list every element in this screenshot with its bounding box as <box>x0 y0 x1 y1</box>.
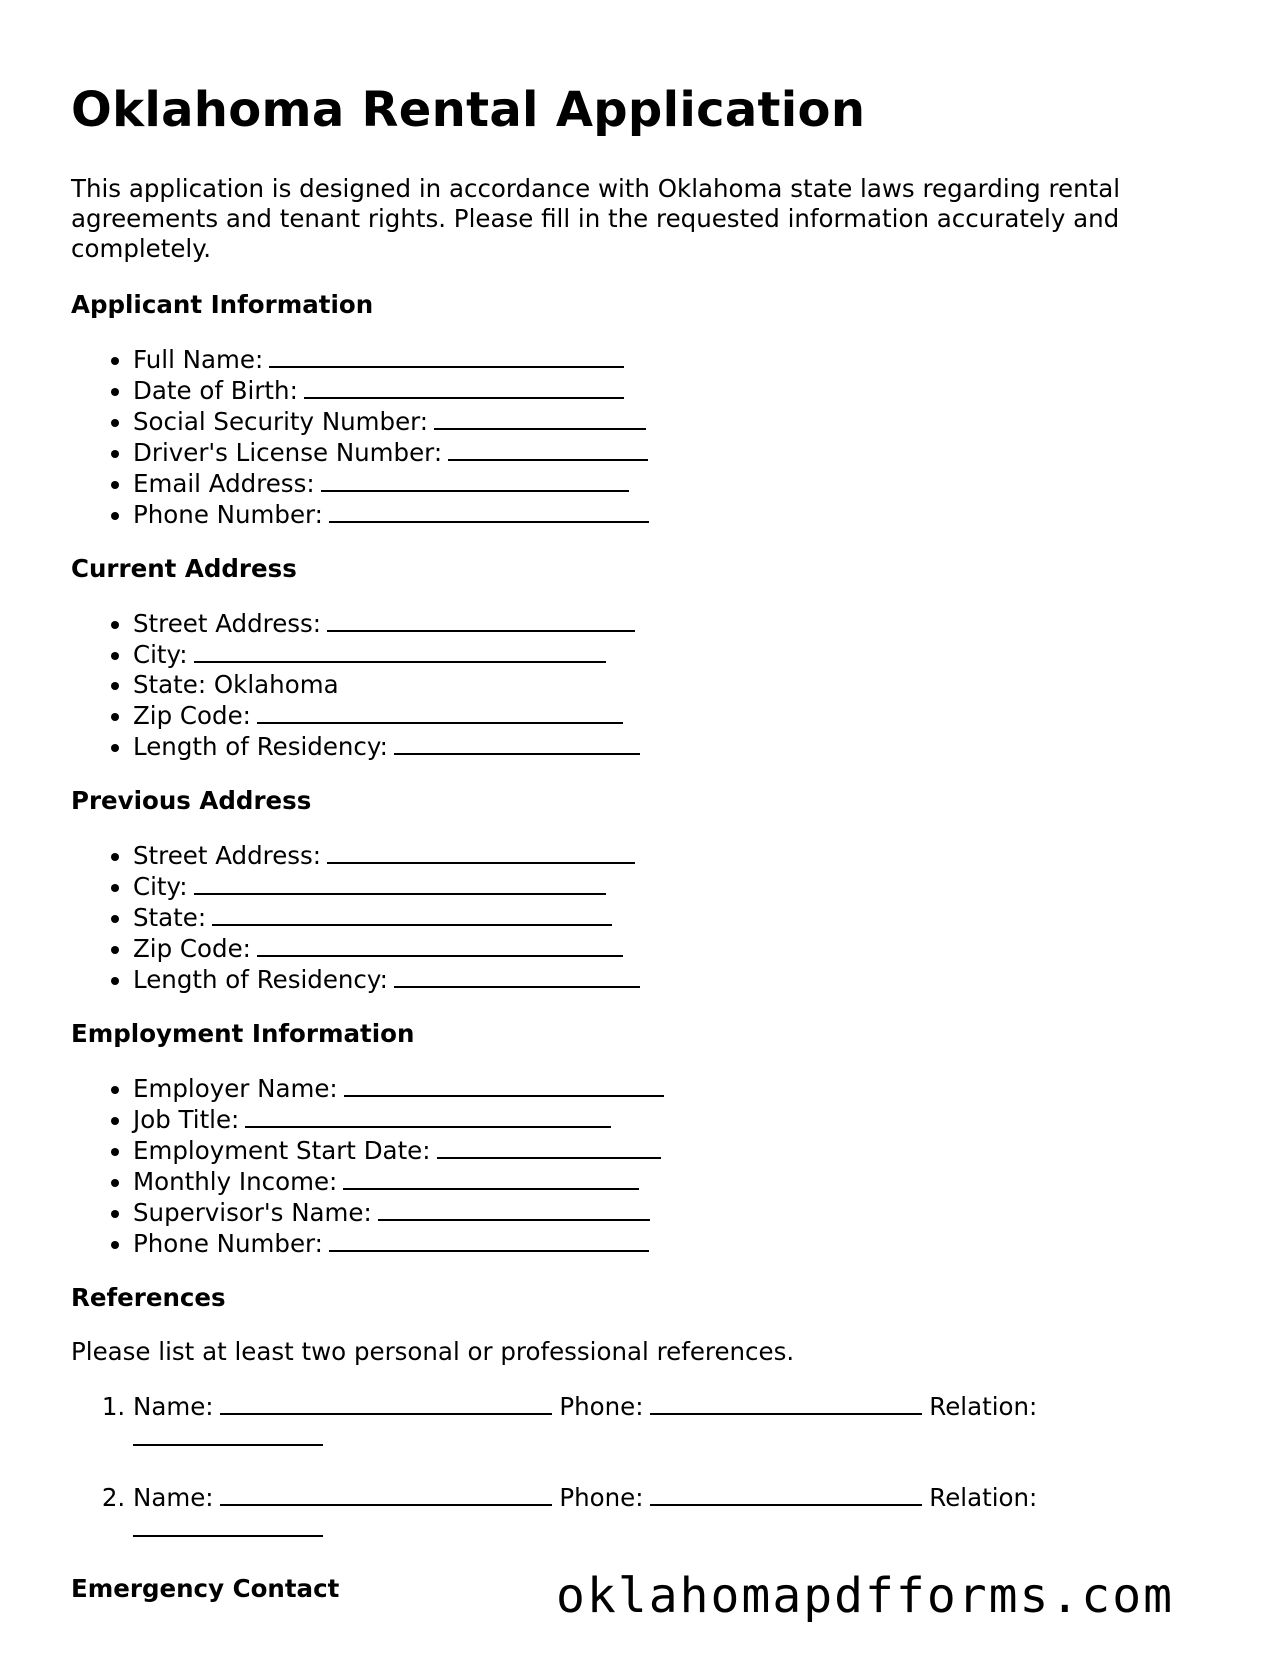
fill-blank[interactable] <box>304 375 624 399</box>
list-item: • Length of Residency: <box>133 964 1161 995</box>
list-item: • Full Name: <box>133 344 1161 375</box>
list-item: • Email Address: <box>133 468 1161 499</box>
fill-blank[interactable] <box>327 840 635 864</box>
fill-blank[interactable] <box>650 1482 922 1506</box>
current-address-heading: Current Address <box>71 554 297 583</box>
list-item: 1. Name: Phone: Relation: <box>133 1391 1161 1453</box>
fill-blank[interactable] <box>343 1166 639 1190</box>
list-item: • Employment Start Date: <box>133 1135 1161 1166</box>
fill-blank[interactable] <box>269 344 624 368</box>
emergency-contact-heading: Emergency Contact <box>71 1574 340 1603</box>
list-item: 2. Name: Phone: Relation: <box>133 1482 1161 1544</box>
fill-blank[interactable] <box>327 608 635 632</box>
list-item: • Job Title: <box>133 1104 1161 1135</box>
list-item: • State: <box>133 902 1161 933</box>
list-item: • Length of Residency: <box>133 731 1161 762</box>
fill-blank[interactable] <box>448 437 648 461</box>
applicant-list <box>71 344 1161 530</box>
fill-blank[interactable] <box>194 639 606 663</box>
list-item: • Phone Number: <box>133 1228 1161 1259</box>
current-address-list <box>71 608 1161 762</box>
fill-blank[interactable] <box>329 499 649 523</box>
list-item: • Street Address: <box>133 840 1161 871</box>
fill-blank[interactable] <box>257 700 623 724</box>
fill-blank[interactable] <box>257 933 623 957</box>
fill-blank[interactable] <box>394 731 640 755</box>
references-heading: References <box>71 1283 226 1312</box>
fill-blank[interactable] <box>194 871 606 895</box>
fill-blank[interactable] <box>394 964 640 988</box>
fill-blank[interactable] <box>133 1422 323 1446</box>
references-list <box>71 1391 1161 1544</box>
list-item: • Monthly Income: <box>133 1166 1161 1197</box>
list-item: • Zip Code: <box>133 700 1161 731</box>
site-watermark: oklahomapdfforms.com <box>556 1568 1174 1624</box>
page-title: Oklahoma Rental Application <box>71 82 866 138</box>
fill-blank[interactable] <box>344 1073 664 1097</box>
list-item: • Employer Name: <box>133 1073 1161 1104</box>
fill-blank[interactable] <box>378 1197 650 1221</box>
employment-list <box>71 1073 1161 1259</box>
list-item: • Supervisor's Name: <box>133 1197 1161 1228</box>
fill-blank[interactable] <box>329 1228 649 1252</box>
list-item: • Phone Number: <box>133 499 1161 530</box>
previous-address-heading: Previous Address <box>71 786 312 815</box>
applicant-heading: Applicant Information <box>71 290 374 319</box>
list-item: • City: <box>133 871 1161 902</box>
previous-address-list <box>71 840 1161 995</box>
list-item: • Zip Code: <box>133 933 1161 964</box>
fill-blank[interactable] <box>220 1391 552 1415</box>
list-item: • Driver's License Number: <box>133 437 1161 468</box>
fill-blank[interactable] <box>650 1391 922 1415</box>
fill-blank[interactable] <box>245 1104 611 1128</box>
list-item: • Date of Birth: <box>133 375 1161 406</box>
fill-blank[interactable] <box>437 1135 661 1159</box>
document-page <box>71 82 1161 1628</box>
fill-blank[interactable] <box>321 468 629 492</box>
fill-blank[interactable] <box>220 1482 552 1506</box>
fill-blank[interactable] <box>434 406 646 430</box>
fill-blank[interactable] <box>133 1513 323 1537</box>
employment-heading: Employment Information <box>71 1019 415 1048</box>
list-item: • City: <box>133 639 1161 670</box>
list-item: • State: Oklahoma <box>133 670 1161 700</box>
intro-paragraph: This application is designed in accordance with Oklahoma state laws regarding rental agreements and tenant rights. Please fill in the requested information accurately and completely. <box>71 174 1121 263</box>
references-instruction: Please list at least two personal or professional references. <box>71 1337 795 1366</box>
list-item: • Social Security Number: <box>133 406 1161 437</box>
list-item: • Street Address: <box>133 608 1161 639</box>
fill-blank[interactable] <box>212 902 612 926</box>
